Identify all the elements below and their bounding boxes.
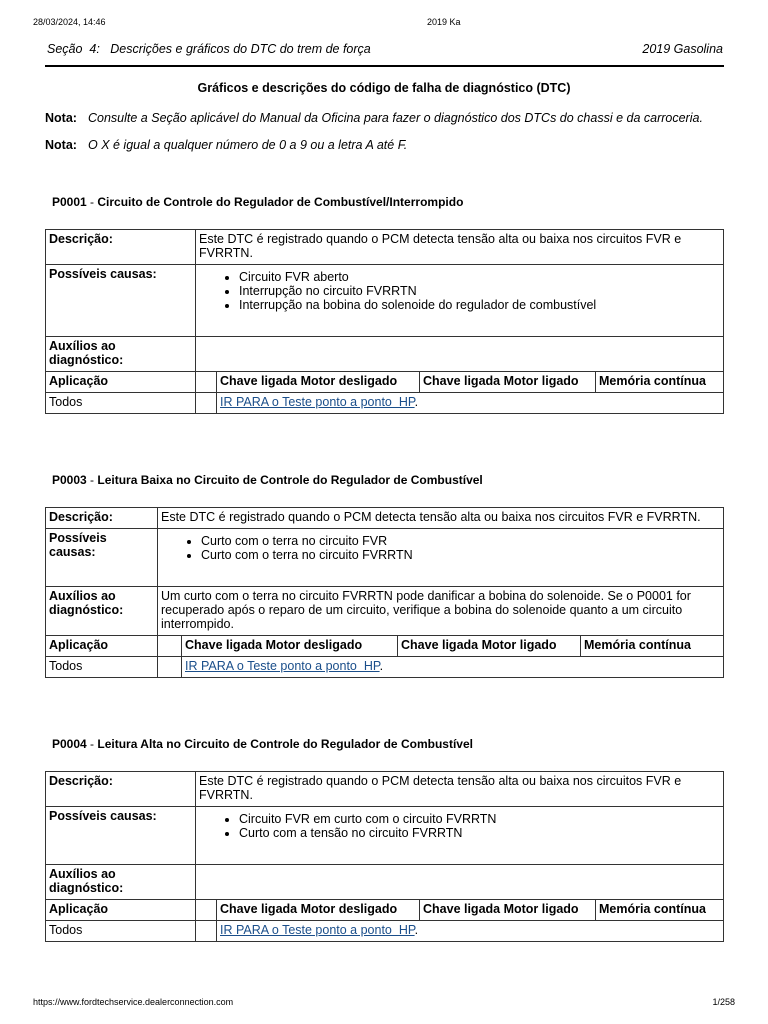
col-koeo: Chave ligada Motor desligado bbox=[217, 372, 420, 393]
pinpoint-test-link[interactable]: IR PARA o Teste ponto a ponto HP bbox=[185, 659, 380, 673]
dtc-heading-p0004: P0004 - Leitura Alta no Circuito de Controle do Regulador de Combustível bbox=[52, 737, 473, 751]
footer-url: https://www.fordtechservice.dealerconnection.com bbox=[33, 997, 234, 1007]
col-koer: Chave ligada Motor ligado bbox=[420, 900, 596, 921]
dtc-code: P0004 bbox=[52, 737, 87, 751]
list-item: • Curto com a tensão no circuito FVRRTN bbox=[239, 826, 720, 840]
dtc-heading-p0003: P0003 - Leitura Baixa no Circuito de Controle do Regulador de Combustível bbox=[52, 473, 483, 487]
dtc-heading-p0001: P0001 - Circuito de Controle do Regulador de Combustível/Interrompido bbox=[52, 195, 464, 209]
causes-list bbox=[199, 270, 720, 312]
section-title: Seção 4: Descrições e gráficos do DTC do trem de força bbox=[47, 42, 371, 56]
list-item: • Interrupção na bobina do solenoide do regulador de combustível bbox=[239, 298, 720, 312]
col-memoria: Memória contínua bbox=[596, 900, 724, 921]
link-cell: IR PARA o Teste ponto a ponto HP. bbox=[217, 393, 724, 414]
description-label: Descrição: bbox=[46, 508, 158, 529]
causes-list bbox=[161, 534, 720, 562]
col-memoria: Memória contínua bbox=[581, 636, 724, 657]
description-text: Este DTC é registrado quando o PCM detecta tensão alta ou baixa nos circuitos FVR e FVRRTN. bbox=[196, 772, 724, 807]
page-title: Gráficos e descrições do código de falha de diagnóstico (DTC) bbox=[197, 81, 571, 95]
col-koeo: Chave ligada Motor desligado bbox=[182, 636, 398, 657]
dtc-code: P0003 bbox=[52, 473, 87, 487]
link-cell: IR PARA o Teste ponto a ponto HP. bbox=[182, 657, 724, 678]
causes-label: Possíveis causas: bbox=[46, 529, 158, 587]
causes-cell bbox=[158, 529, 724, 587]
list-item: • Circuito FVR aberto bbox=[239, 270, 720, 284]
note-label: Nota: bbox=[45, 111, 77, 125]
list-item: • Interrupção no circuito FVRRTN bbox=[239, 284, 720, 298]
description-label: Descrição: bbox=[46, 772, 196, 807]
note-1 bbox=[45, 111, 703, 125]
col-aplicacao: Aplicação bbox=[46, 636, 158, 657]
aids-label: Auxílios ao diagnóstico: bbox=[46, 337, 196, 372]
dtc-code: P0001 bbox=[52, 195, 87, 209]
list-item: • Curto com o terra no circuito FVR bbox=[201, 534, 720, 548]
dtc-title: Circuito de Controle do Regulador de Combustível/Interrompido bbox=[97, 195, 464, 209]
col-koer: Chave ligada Motor ligado bbox=[420, 372, 596, 393]
pinpoint-test-link[interactable]: IR PARA o Teste ponto a ponto HP bbox=[220, 923, 415, 937]
list-item: • Curto com o terra no circuito FVRRTN bbox=[201, 548, 720, 562]
link-cell: IR PARA o Teste ponto a ponto HP. bbox=[217, 921, 724, 942]
description-label: Descrição: bbox=[46, 230, 196, 265]
model-year: 2019 Gasolina bbox=[642, 42, 723, 56]
description-text: Este DTC é registrado quando o PCM detecta tensão alta ou baixa nos circuitos FVR e FVRRTN. bbox=[158, 508, 724, 529]
note-2 bbox=[45, 138, 407, 152]
dtc-table-p0001 bbox=[45, 229, 724, 414]
causes-list bbox=[199, 812, 720, 840]
causes-cell bbox=[196, 807, 724, 865]
row-todos: Todos bbox=[46, 393, 196, 414]
aids-text bbox=[196, 865, 724, 900]
causes-cell bbox=[196, 265, 724, 337]
dtc-table-p0003 bbox=[45, 507, 724, 678]
list-item: • Circuito FVR em curto com o circuito FVRRTN bbox=[239, 812, 720, 826]
col-memoria: Memória contínua bbox=[596, 372, 724, 393]
pinpoint-test-link[interactable]: IR PARA o Teste ponto a ponto HP bbox=[220, 395, 415, 409]
dtc-title: Leitura Baixa no Circuito de Controle do Regulador de Combustível bbox=[97, 473, 483, 487]
causes-label: Possíveis causas: bbox=[46, 265, 196, 337]
row-todos: Todos bbox=[46, 921, 196, 942]
aids-text bbox=[196, 337, 724, 372]
note-text: O X é igual a qualquer número de 0 a 9 ou a letra A até F. bbox=[88, 138, 408, 152]
dtc-table-p0004 bbox=[45, 771, 724, 942]
print-datetime: 28/03/2024, 14:46 bbox=[33, 17, 106, 27]
header-divider bbox=[45, 65, 724, 67]
causes-label: Possíveis causas: bbox=[46, 807, 196, 865]
col-koer: Chave ligada Motor ligado bbox=[398, 636, 581, 657]
aids-text: Um curto com o terra no circuito FVRRTN pode danificar a bobina do solenoide. Se o P0001 for recuperado após o reparo de um circuito, verifique a bobina do solenoide quanto a um circuito interrompido. bbox=[158, 587, 724, 636]
note-text: Consulte a Seção aplicável do Manual da Oficina para fazer o diagnóstico dos DTCs do chassi e da carroceria. bbox=[88, 111, 703, 125]
print-doc-title: 2019 Ka bbox=[427, 17, 461, 27]
col-aplicacao: Aplicação bbox=[46, 900, 196, 921]
dtc-title: Leitura Alta no Circuito de Controle do Regulador de Combustível bbox=[97, 737, 473, 751]
row-todos: Todos bbox=[46, 657, 158, 678]
note-label: Nota: bbox=[45, 138, 77, 152]
col-koeo: Chave ligada Motor desligado bbox=[217, 900, 420, 921]
aids-label: Auxílios ao diagnóstico: bbox=[46, 587, 158, 636]
page-number: 1/258 bbox=[712, 997, 735, 1007]
description-text: Este DTC é registrado quando o PCM detecta tensão alta ou baixa nos circuitos FVR e FVRRTN. bbox=[196, 230, 724, 265]
aids-label: Auxílios ao diagnóstico: bbox=[46, 865, 196, 900]
col-aplicacao: Aplicação bbox=[46, 372, 196, 393]
